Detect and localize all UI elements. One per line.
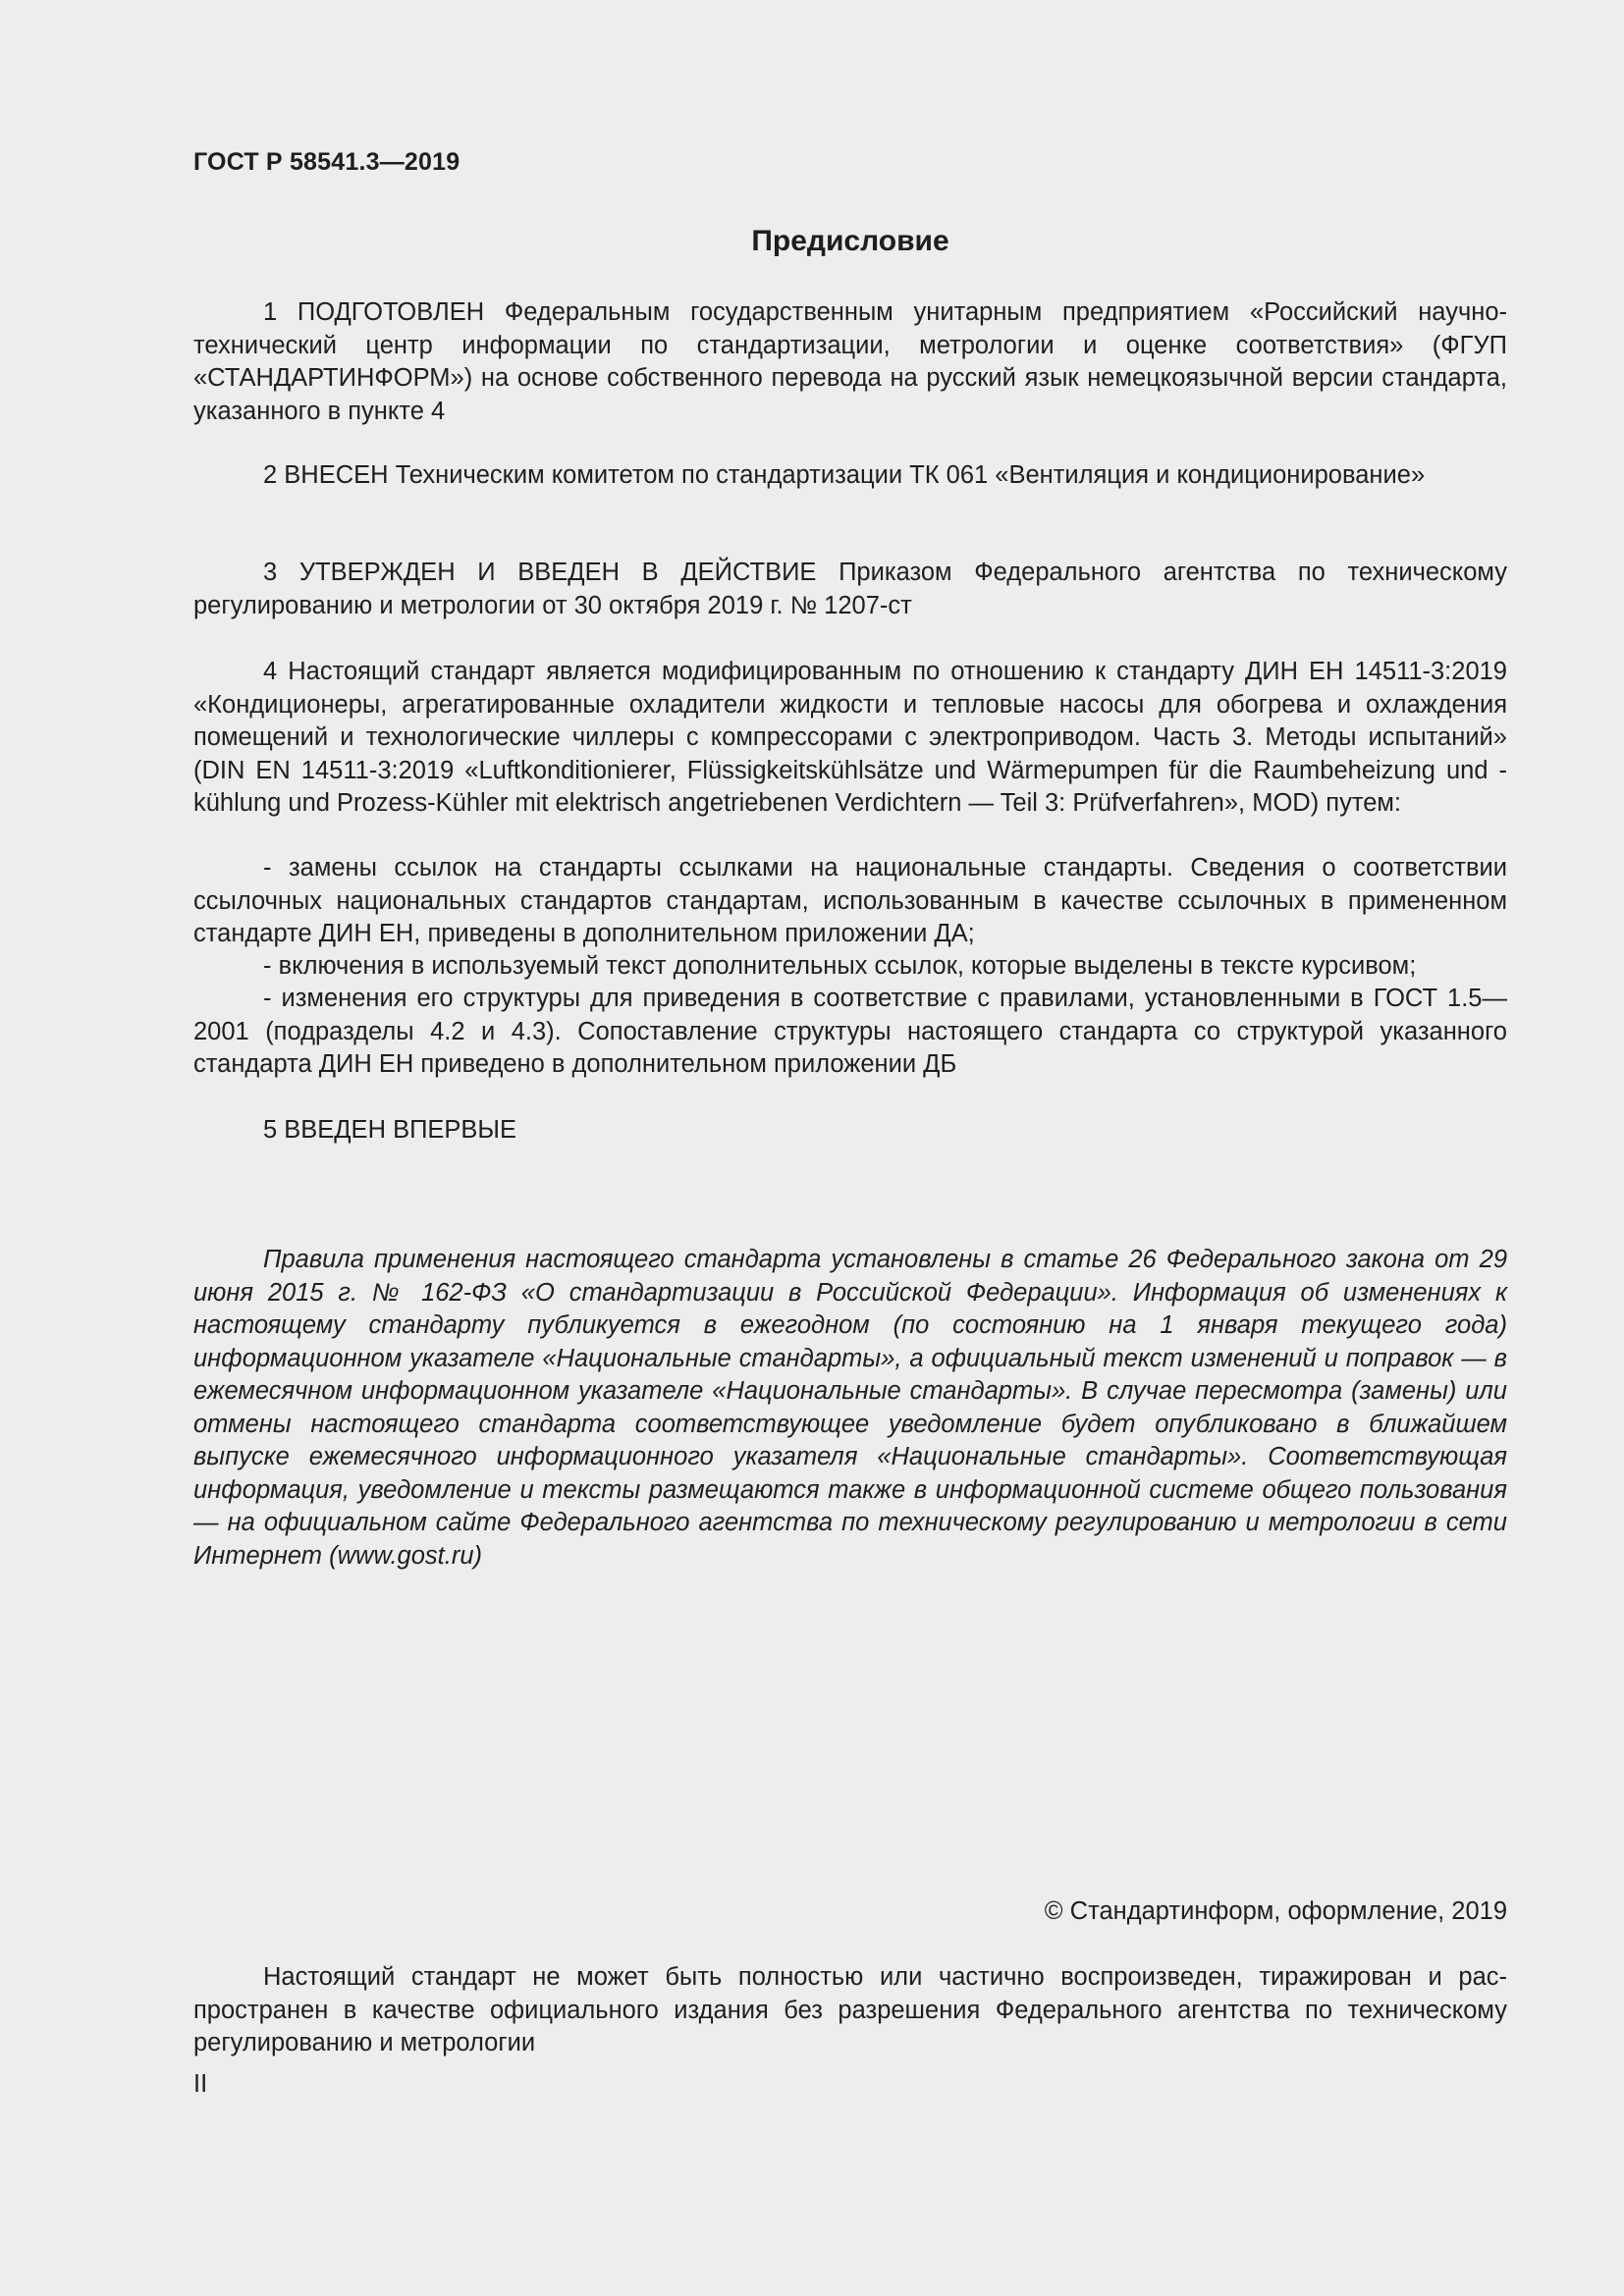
document-code-header: ГОСТ Р 58541.3—2019	[193, 148, 460, 176]
foreword-item-2: 2 ВНЕСЕН Техническим комитетом по стандартизации ТК 061 «Вентиляция и кондиционирование»	[263, 461, 1426, 489]
foreword-item-1: 1 ПОДГОТОВЛЕН Федеральным государственным унитарным предприятием «Российский научно-технический центр информации по стандартизации, метрологии и оценке соответствия» (ФГУП «СТАНДАРТИНФОРМ») на основе собственного перевода на русский язык немецкоязычной версии стандарта, указанного в пункте 4	[193, 298, 1507, 425]
reproduction-notice: Настоящий стандарт не может быть полностью или частично воспроизведен, тиражирован и распространен в качестве официального издания без разрешения Федерального агентства по техническому регулированию и метрологии	[193, 1963, 1507, 2056]
page-number: II	[193, 2070, 208, 2098]
foreword-item-5: 5 ВВЕДЕН ВПЕРВЫЕ	[263, 1116, 517, 1144]
foreword-title: Предисловие	[751, 225, 949, 257]
foreword-item-4-dash-1: - замены ссылок на стандарты ссылками на национальные стандарты. Сведения о соответствии ссылочных национальных стандартов стандартам, использованным в качестве ссылочных в примененном стандарте ДИН ЕН, приведены в дополнительном приложении ДА;	[193, 854, 1507, 947]
foreword-item-4: 4 Настоящий стандарт является модифицированным по отношению к стандарту ДИН ЕН 14511-3:2019 «Кондиционеры, агрегатированные охладители жидкости и тепловые насосы для обогрева и охлаждения помещений и технологические чиллеры с компрессорами с электроприводом. Часть 3. Методы испытаний» (DIN EN 14511-3:2019 «Luftkonditionierer, Flüssigkeitskühlsätze und Wärmepumpen für die Raumbeheizung und -kühlung und Prozess-Kühler mit elektrisch angetriebenen Verdichtern — Teil 3: Prüfverfahren», MOD) путем:	[193, 658, 1507, 817]
rules-notice: Правила применения настоящего стандарта установлены в статье 26 Федерального закона от 29 июня 2015 г. № 162-ФЗ «О стандартизации в Российской Федерации». Информация об изменениях к настоящему стандарту публикуется в ежегодном (по состоянию на 1 января текущего года) информационном указателе «Национальные стандарты», а официальный текст изменений и поправок — в ежемесячном информационном указателе «Национальные стандарты». В случае пересмотра (замены) или отмены настоящего стандарта соответствующее уведомление будет опубликовано в ближайшем выпуске ежемесячного информационного указателя «Национальные стандарты». Соответствующая информация, уведомление и тексты размещаются также в информационной системе общего пользования — на официальном сайте Федерального агентства по техническому регулированию и метрологии в сети Интернет (www.gost.ru)	[193, 1246, 1507, 1570]
foreword-item-4-dash-2: - включения в используемый текст дополнительных ссылок, которые выделены в тексте курсивом;	[263, 952, 1417, 980]
foreword-item-3: 3 УТВЕРЖДЕН И ВВЕДЕН В ДЕЙСТВИЕ Приказом Федерального агентства по техническому регулированию и метрологии от 30 октября 2019 г. № 1207-ст	[193, 559, 1507, 619]
foreword-item-4-dash-3: - изменения его структуры для приведения в соответствие с правилами, установленными в ГОСТ 1.5—2001 (подразделы 4.2 и 4.3). Сопоставление структуры настоящего стандарта со структурой указанного стандарта ДИН ЕН приведено в дополнительном приложении ДБ	[193, 985, 1507, 1078]
copyright-line: © Стандартинформ, оформление, 2019	[1044, 1897, 1507, 1925]
